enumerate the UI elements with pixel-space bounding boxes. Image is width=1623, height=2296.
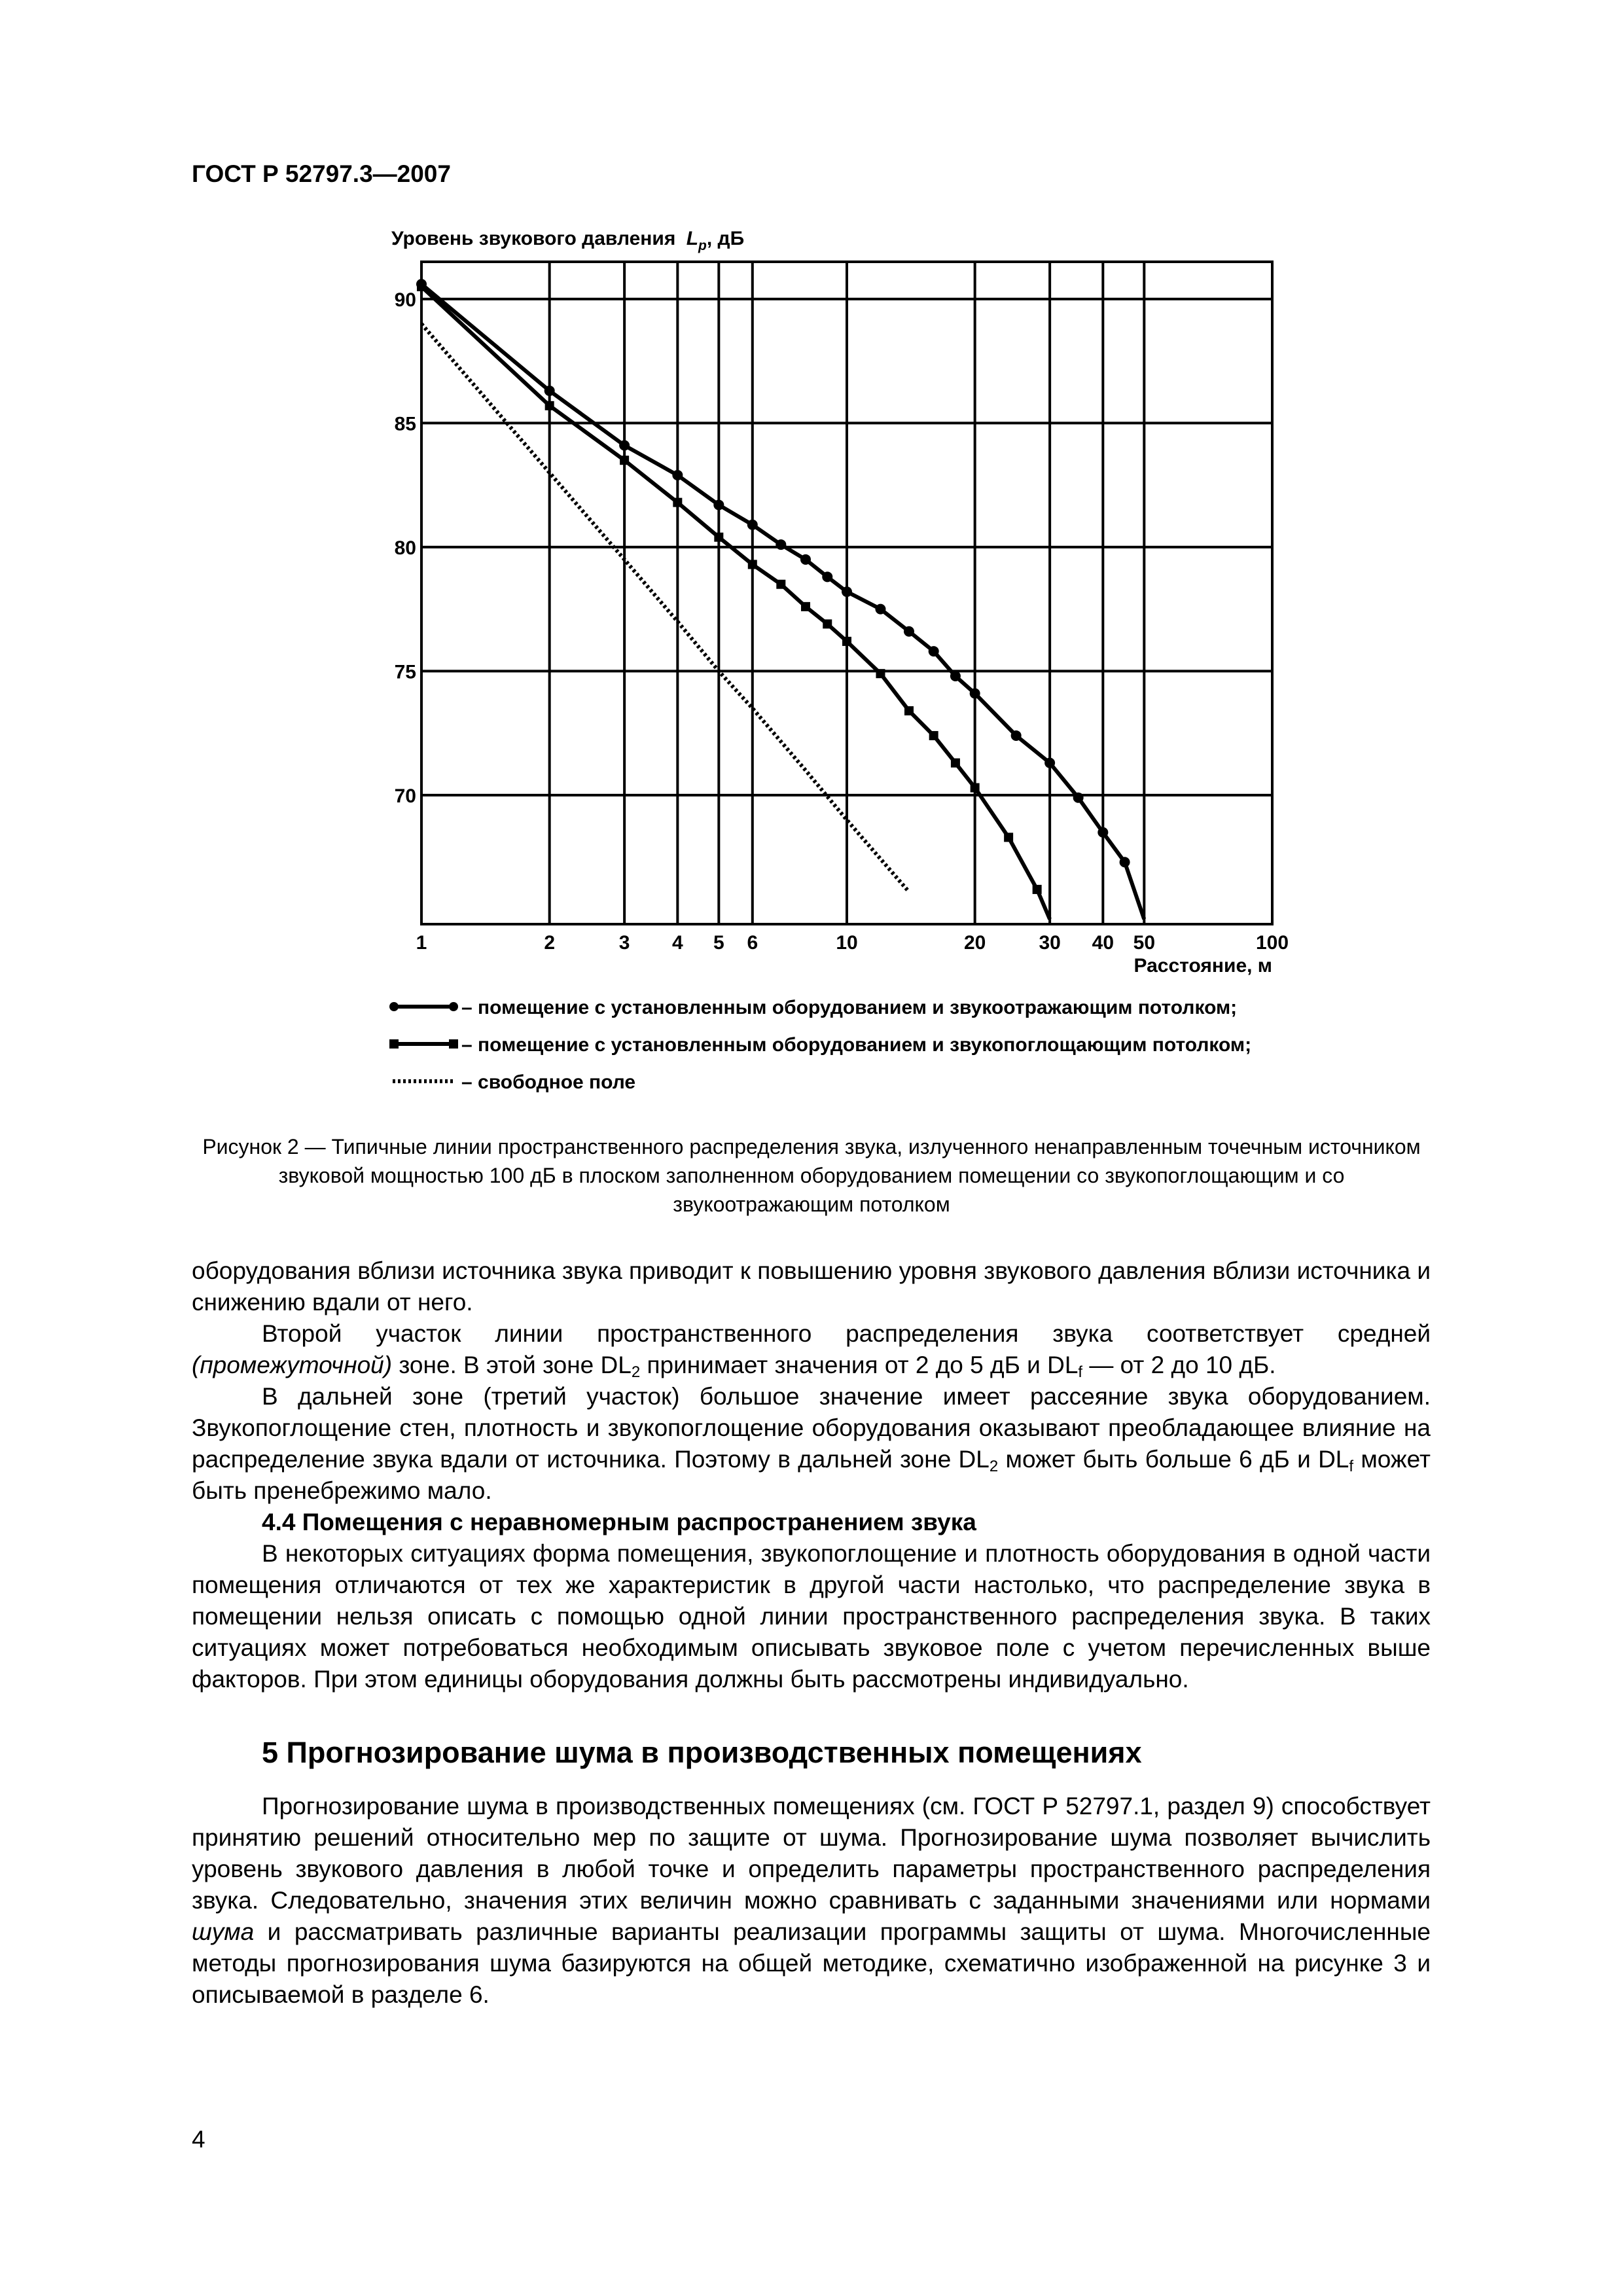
data-point (876, 669, 885, 678)
y-axis-ticks (395, 289, 416, 807)
y-tick-label: 90 (394, 289, 416, 311)
legend-item-reflecting-ceiling (389, 997, 1237, 1018)
data-point (822, 571, 832, 582)
x-axis-ticks (416, 932, 1289, 954)
data-point (970, 689, 980, 699)
data-point (842, 637, 851, 646)
data-point (714, 533, 723, 542)
figure-caption: Рисунок 2 — Типичные линии пространственного распределения звука, излученного ненаправленным точечным источником звуковой мощностью 100 дБ в плоском заполненном оборудованием помещении со звукопоглощающим и со звукоотражающим потолком (202, 1135, 1421, 1216)
data-point (842, 586, 852, 597)
data-point (1011, 730, 1022, 741)
data-point (951, 759, 960, 768)
subsection-4-4-heading: 4.4 Помещения с неравномерным распространением звука (262, 1509, 976, 1535)
data-point (971, 783, 980, 793)
x-tick-label: 6 (747, 932, 758, 954)
y-axis-label: Уровень звукового давления $L_p$, дБ (391, 228, 745, 253)
x-tick-label: 40 (1092, 932, 1115, 954)
document-body (192, 1255, 1431, 2011)
x-tick-label: 50 (1133, 932, 1156, 954)
data-point (1033, 885, 1042, 894)
legend-item-free-field (393, 1071, 635, 1093)
x-tick-label: 1 (416, 932, 427, 954)
data-point (801, 602, 810, 611)
x-tick-label: 2 (544, 932, 556, 954)
x-tick-label: 5 (713, 932, 724, 954)
data-point (776, 539, 786, 550)
figure-2 (366, 216, 1322, 1122)
data-point (823, 619, 832, 628)
x-tick-label: 30 (1039, 932, 1061, 954)
legend-marker-reflecting-left (389, 1002, 399, 1011)
y-tick-label: 85 (394, 413, 416, 435)
x-tick-label: 20 (963, 932, 986, 954)
data-point (748, 560, 757, 569)
paragraph-4: В некоторых ситуациях форма помещения, звукопоглощение и плотность оборудования в одной части помещения отличаются от тех же характеристик в другой части настолько, что распределение звука в помещении нельзя описать с помощью одной линии пространственного распределения звука. В таких ситуациях может потребоваться необходимым описывать звуковое поле с учетом перечисленных выше факторов. При этом единицы оборудования должны быть рассмотрены индивидуально. (192, 1540, 1431, 1693)
data-point (950, 671, 961, 681)
legend-label-reflecting: – помещение с установленным оборудованием и звукоотражающим потолком; (461, 997, 1238, 1018)
data-point (1004, 833, 1013, 842)
legend-item-absorbing-ceiling (389, 1034, 1251, 1056)
y-tick-label: 75 (394, 661, 416, 683)
data-point (747, 520, 758, 530)
legend-label-free-field: – свободное поле (461, 1071, 636, 1093)
series-layer (416, 279, 1144, 919)
y-tick-label: 70 (394, 785, 416, 807)
data-point (875, 604, 885, 615)
legend-marker-reflecting-right (449, 1002, 458, 1011)
document-header: ГОСТ Р 52797.3—2007 (192, 160, 451, 187)
x-tick-label: 4 (671, 932, 683, 954)
legend (389, 997, 1251, 1093)
x-tick-label: 3 (618, 932, 630, 954)
data-point (673, 498, 682, 507)
data-point (545, 401, 554, 410)
data-point (544, 386, 555, 396)
paragraph-5: Прогнозирование шума в производственных помещениях (см. ГОСТ Р 52797.1, раздел 9) способствует принятию решений относительно мер по защите от шума. Прогнозирование шума позволяет вычислить уровень звукового давления в любой точке и определить параметры пространственного распределения звука. Следовательно, значения этих величин можно сравнивать с заданными значениями или нормами шума и рассматривать различные варианты реализации программы защиты от шума. Многочисленные методы прогнозирования шума базируются на общей методике, схематично изображенной на рисунке 3 и описываемой в разделе 6. (192, 1793, 1431, 2008)
data-point (776, 580, 785, 589)
series-line-2 (421, 324, 909, 892)
x-axis-label: Расстояние, м (1133, 955, 1272, 977)
paragraph-1: оборудования вблизи источника звука приводит к повышению уровня звукового давления вблизи источника и снижению вдали от него. (192, 1257, 1431, 1316)
legend-marker-absorbing-left (389, 1039, 399, 1049)
data-point (904, 706, 914, 715)
data-point (1044, 758, 1055, 768)
data-point (929, 646, 939, 656)
series-line-1 (421, 287, 1050, 920)
data-point (1073, 793, 1084, 803)
paragraph-3: В дальней зоне (третий участок) большое значение имеет рассеяние звука оборудованием. Звукопоглощение стен, плотность и звукопоглощение оборудования оказывают преобладающее влияние на распределение звука вдали от источника. Поэтому в дальней зоне $DL_2$ может быть больше 6 дБ и $DL_f$ может быть пренебрежимо мало. (192, 1383, 1431, 1504)
legend-marker-absorbing-right (449, 1039, 458, 1049)
data-point (417, 282, 426, 291)
x-tick-label: 10 (836, 932, 858, 954)
data-point (672, 470, 683, 480)
data-point (1097, 827, 1108, 838)
page-number: 4 (192, 2126, 205, 2153)
data-point (713, 499, 724, 510)
series-line-0 (421, 284, 1144, 919)
paragraph-2: Второй участок линии пространственного распределения звука соответствует средней (промежуточной) зоне. В этой зоне $DL_2$ принимает значения от 2 до 5 дБ и $DL_f$ — от 2 до 10 дБ. (192, 1320, 1431, 1381)
legend-label-absorbing: – помещение с установленным оборудованием и звукопоглощающим потолком; (461, 1034, 1252, 1056)
y-tick-label: 80 (394, 537, 416, 559)
x-tick-label: 100 (1255, 932, 1289, 954)
data-point (929, 731, 938, 740)
section-5-heading: 5 Прогнозирование шума в производственных помещениях (262, 1736, 1142, 1769)
data-point (800, 554, 811, 565)
data-point (1120, 857, 1130, 867)
data-point (620, 456, 629, 465)
data-point (904, 626, 914, 637)
sound-distribution-chart (366, 216, 1322, 1119)
data-point (619, 440, 630, 450)
